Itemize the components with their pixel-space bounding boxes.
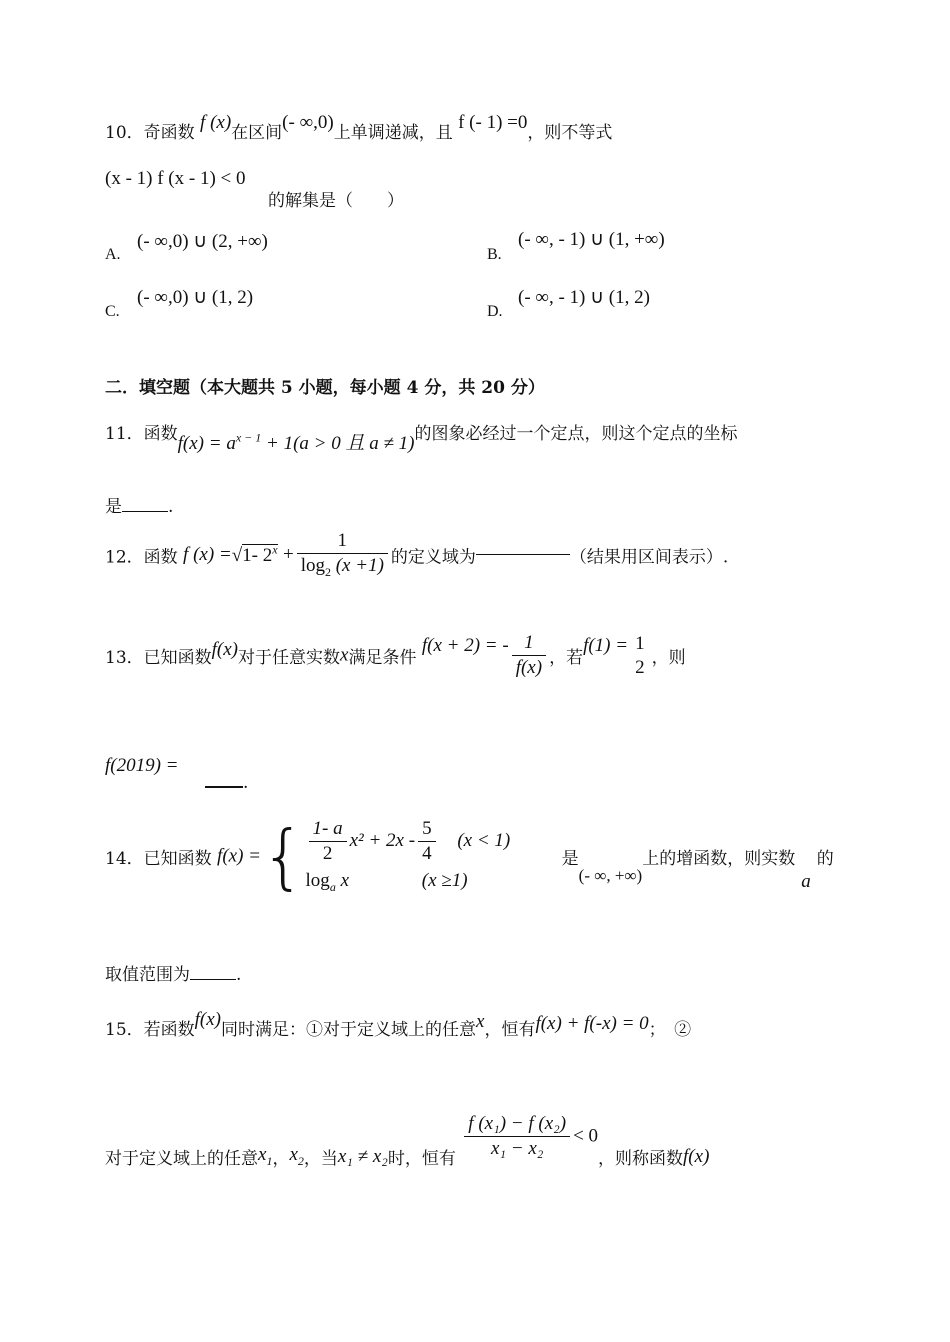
q13-half: 1 2 xyxy=(635,632,645,678)
option-b-value: (- ∞, - 1) ∪ (1, +∞) xyxy=(518,229,665,250)
q13-line2: f(2019) = xyxy=(105,755,179,776)
q10-question-stem: 的解集是（ ） xyxy=(268,191,404,211)
option-c-value: (- ∞,0) ∪ (1, 2) xyxy=(137,287,254,308)
q13-line1: 13．已知函数f(x)对于任意实数x满足条件 f(x + 2) = - $\frac{1}{f(x)}$ ，若f(1) = 1 2 ，则 xyxy=(105,632,686,678)
q14-line1: 14．已知函数 f(x) ={ $\frac{1- a}{2}$ x² + 2x - $\frac{5}{4}$ (x < 1) $\log_a x$ (x ≥1) 是(- ∞, +∞)上的增函数，则实数a的 xyxy=(105,815,834,898)
q11-formula: $f(x) = a^{x - 1} + 1(a > 0$ 且 a ≠ 1) xyxy=(177,430,415,454)
option-d-letter: D. xyxy=(487,303,503,320)
option-a-value: (- ∞,0) ∪ (2, +∞) xyxy=(137,231,268,252)
option-a-letter: A. xyxy=(105,246,121,263)
option-c-letter: C. xyxy=(105,303,120,320)
q10-line1: 10．奇函数 f (x)在区间(- ∞,0)上单调递减，且 f (- 1) =0，则不等式 xyxy=(105,112,613,143)
q14-piecewise: $\frac{1- a}{2}$ x² + 2x - $\frac{5}{4}$ (x < 1) $\log_a x$ (x ≥1) xyxy=(305,818,511,894)
q12-answer-blank[interactable] xyxy=(476,554,570,555)
q12-fraction: $\frac{1}{\log_2 (x +1)}$ xyxy=(297,530,388,580)
option-d-value: (- ∞, - 1) ∪ (1, 2) xyxy=(518,287,650,308)
q14-answer-blank[interactable] xyxy=(190,979,236,980)
q10-function: f (x) xyxy=(200,112,232,133)
q10-number: 10． xyxy=(105,123,144,143)
q13-answer: . xyxy=(205,773,248,793)
q10-inequality: (x - 1) f (x - 1) < 0 xyxy=(105,168,246,189)
q15-line1: 15．若函数f(x)同时满足：①对于定义域上的任意x，恒有f(x) + f(-x) = 0； ② xyxy=(105,1009,692,1040)
q14-line2: 取值范围为 . xyxy=(105,965,242,985)
q10-condition: f (- 1) =0 xyxy=(458,112,528,133)
q12-line: 12．函数 f (x) =√1- 2$^x$ + $\frac{1}{\log_2 (x +1)}$ 的定义域为 （结果用区间表示）. xyxy=(105,530,729,579)
section-title: 二．填空题（本大题共 5 小题，每小题 4 分，共 20 分） xyxy=(105,378,545,398)
q15-fraction: $\frac{\text{f (x₁) − f (x₂)}}{\text{x₁ − x₂}}$ xyxy=(464,1113,570,1160)
q12-sqrt: √1- 2$^x$ xyxy=(231,542,278,567)
q10-interval: (- ∞,0) xyxy=(282,112,334,133)
q13-answer-blank[interactable] xyxy=(205,786,243,788)
q11-line2: 是 . xyxy=(105,497,174,517)
q13-fraction: $\frac{1}{f(x)}$ xyxy=(512,632,546,679)
q11-answer-blank[interactable] xyxy=(122,511,168,512)
q15-line2: 对于定义域上的任意$x_1$，$x_2$，当x₁ ≠ x₂时，恒有 $\frac{\text{f (x₁) − f (x₂)}}{\text{x₁ − x₂}}$ < 0，则称函数f(x) xyxy=(105,1113,710,1169)
q14-brace: { xyxy=(260,815,306,898)
option-b-letter: B. xyxy=(487,246,502,263)
q11-line1: 11．函数$f(x) = a^{x - 1} + 1(a > 0$ 且 a ≠ 1)的图象必经过一个定点，则这个定点的坐标 xyxy=(105,424,738,454)
